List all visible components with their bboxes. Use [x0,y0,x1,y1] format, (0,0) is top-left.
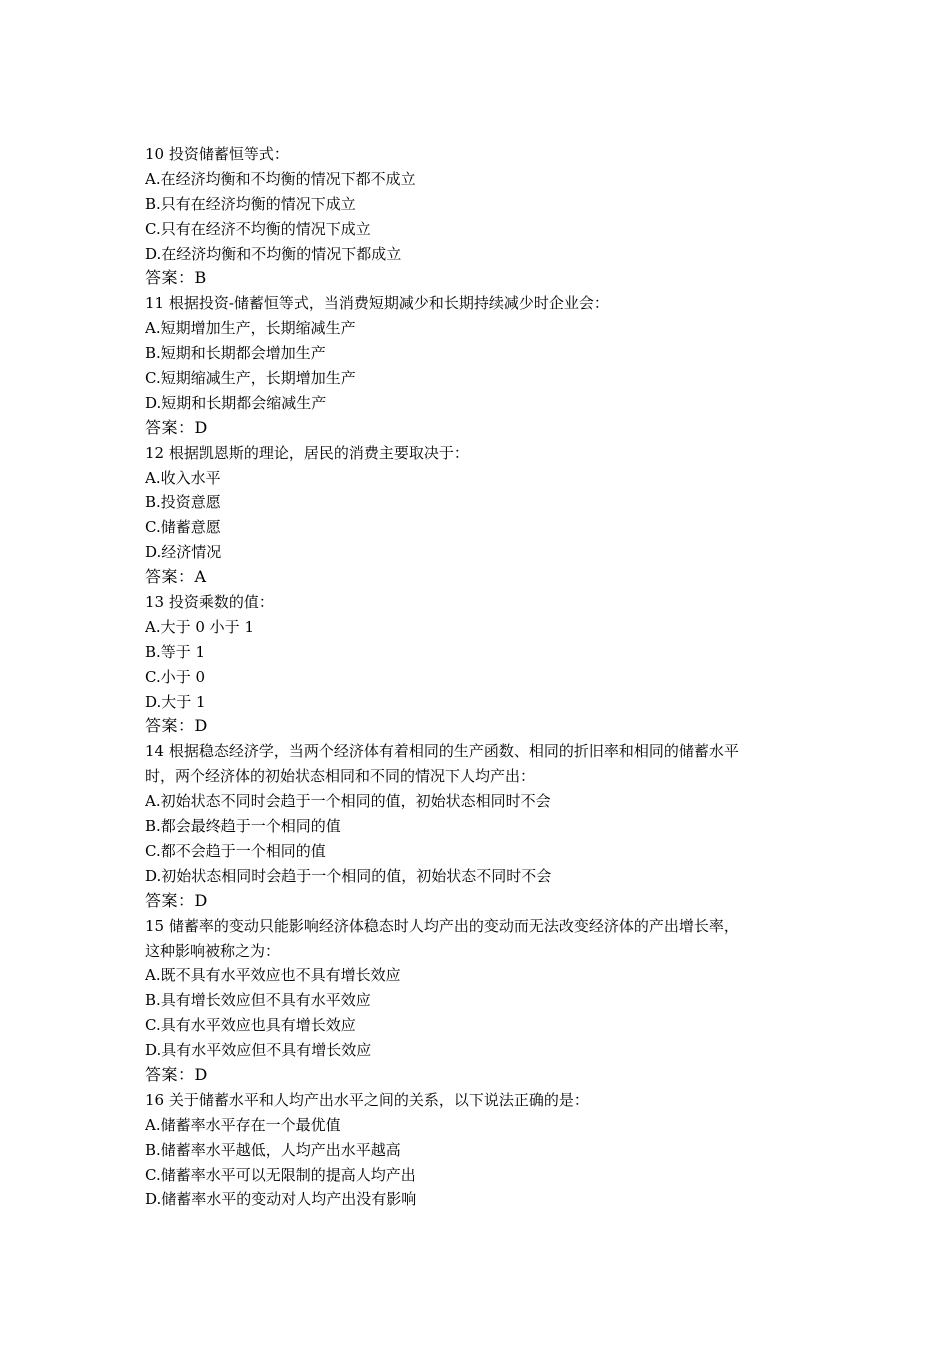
answer-option: A.初始状态不同时会趋于一个相同的值，初始状态相同时不会 [145,792,551,811]
answer-option: C.储蓄意愿 [145,518,221,537]
question-stem: 16 关于储蓄水平和人均产出水平之间的关系，以下说法正确的是： [145,1090,589,1109]
question-stem: 这种影响被称之为： [145,941,281,960]
question-stem: 15 储蓄率的变动只能影响经济体稳态时人均产出的变动而无法改变经济体的产出增长率， [145,916,739,935]
answer-key: 答案：D [145,716,208,736]
answer-option: D.大于 1 [145,692,206,711]
answer-option: A.储蓄率水平存在一个最优值 [145,1115,341,1134]
answer-option: A.既不具有水平效应也不具有增长效应 [145,966,401,985]
question-stem: 13 投资乘数的值： [145,593,274,612]
answer-option: B.等于 1 [145,642,206,661]
answer-option: B.短期和长期都会增加生产 [145,344,326,363]
question-block [145,441,825,590]
answer-option: B.具有增长效应但不具有水平效应 [145,991,371,1010]
question-list [145,142,825,1212]
question-block [145,590,825,739]
answer-option: C.都不会趋于一个相同的值 [145,841,326,860]
question-block [145,739,825,913]
answer-key: 答案：D [145,890,208,910]
answer-option: B.储蓄率水平越低，人均产出水平越高 [145,1140,401,1159]
answer-option: A.在经济均衡和不均衡的情况下都不成立 [145,169,416,188]
answer-option: D.经济情况 [145,543,222,562]
answer-key: 答案：D [145,1064,208,1084]
question-stem: 14 根据稳态经济学，当两个经济体有着相同的生产函数、相同的折旧率和相同的储蓄水平 [145,742,739,761]
answer-option: D.在经济均衡和不均衡的情况下都成立 [145,244,402,263]
answer-option: C.储蓄率水平可以无限制的提高人均产出 [145,1165,416,1184]
question-stem: 11 根据投资-储蓄恒等式，当消费短期减少和长期持续减少时企业会： [145,294,609,313]
question-block [145,1088,825,1212]
answer-key: 答案：D [145,417,208,437]
answer-option: D.短期和长期都会缩减生产 [145,393,327,412]
answer-option: D.初始状态相同时会趋于一个相同的值，初始状态不同时不会 [145,866,552,885]
answer-option: D.具有水平效应但不具有增长效应 [145,1041,372,1060]
answer-option: A.大于 0 小于 1 [145,617,254,636]
answer-key: 答案：B [145,268,207,288]
answer-option: C.短期缩减生产，长期增加生产 [145,369,356,388]
answer-option: C.具有水平效应也具有增长效应 [145,1016,356,1035]
answer-option: B.投资意愿 [145,493,221,512]
answer-option: B.只有在经济均衡的情况下成立 [145,194,356,213]
answer-option: A.短期增加生产，长期缩减生产 [145,319,356,338]
question-block [145,142,825,291]
answer-option: C.只有在经济不均衡的情况下成立 [145,219,371,238]
question-stem: 12 根据凯恩斯的理论，居民的消费主要取决于： [145,443,469,462]
answer-key: 答案：A [145,567,207,587]
question-block [145,291,825,440]
question-stem: 10 投资储蓄恒等式： [145,145,289,163]
answer-option: B.都会最终趋于一个相同的值 [145,817,341,836]
answer-option: C.小于 0 [145,667,206,686]
answer-option: A.收入水平 [145,468,221,487]
question-block [145,914,825,1088]
question-stem: 时，两个经济体的初始状态相同和不同的情况下人均产出： [145,767,536,786]
answer-option: D.储蓄率水平的变动对人均产出没有影响 [145,1190,417,1209]
